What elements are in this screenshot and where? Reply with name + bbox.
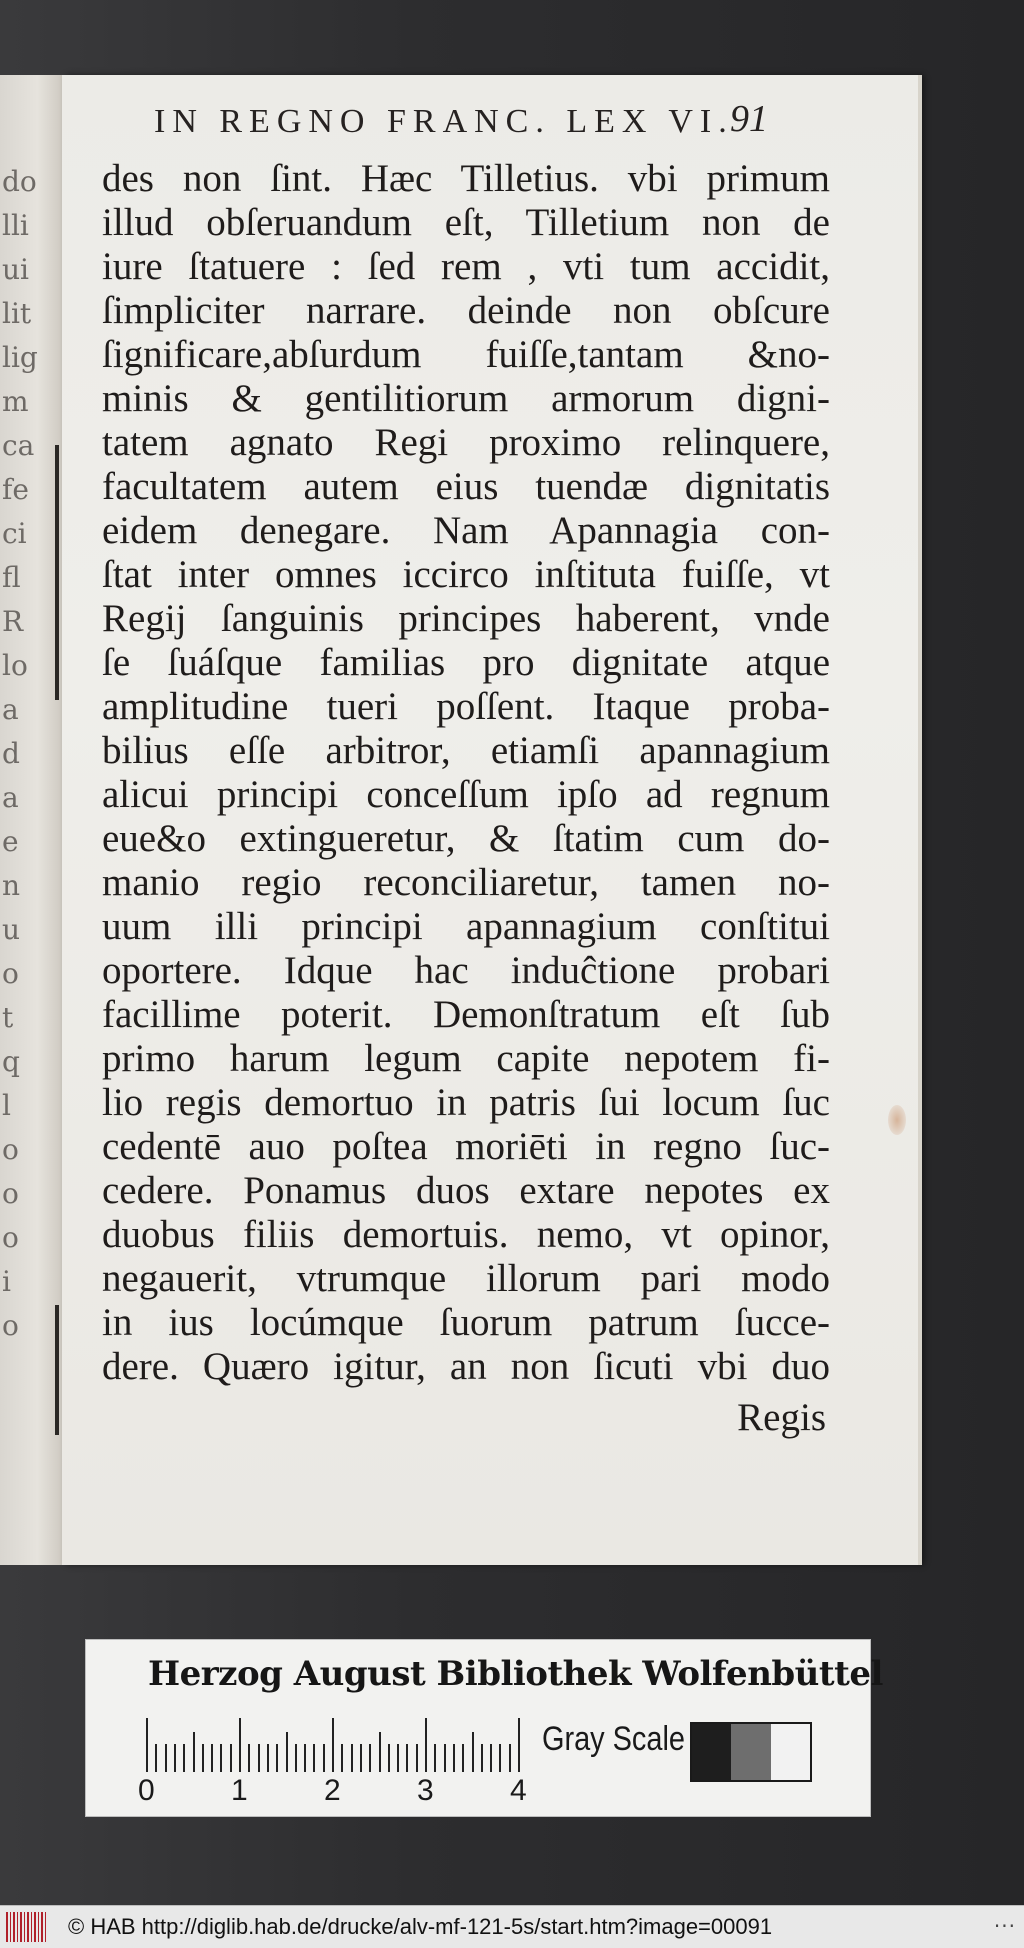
text-line: cedentē auo poſtea moriēti in regno ſuc- xyxy=(102,1125,830,1168)
text-line: oportere. Idque hac induĉtione probari xyxy=(102,949,830,992)
gray-swatch xyxy=(731,1724,770,1780)
ruler-tick xyxy=(397,1744,399,1772)
text-line: eidem denegare. Nam Apannagia con- xyxy=(102,509,830,552)
left-page-fragment: m xyxy=(2,385,29,418)
ruler-tick xyxy=(509,1744,511,1772)
ruler-tick xyxy=(295,1744,297,1772)
ruler-tick xyxy=(472,1732,474,1772)
ruler-tick xyxy=(490,1744,492,1772)
ruler-tick xyxy=(248,1744,250,1772)
left-page-fragment: lig xyxy=(2,341,38,374)
text-line: des non ſint. Hæc Tilletius. vbi primum xyxy=(102,157,830,200)
more-options-icon[interactable]: ··· xyxy=(993,1914,1016,1938)
library-name: Herzog August Bibliothek Wolfenbüttel xyxy=(148,1654,883,1694)
text-line: amplitudine tueri poſſent. Itaque proba- xyxy=(102,685,830,728)
gray-swatch xyxy=(771,1724,810,1780)
ruler-tick xyxy=(453,1744,455,1772)
ruler-label: 4 xyxy=(510,1774,527,1807)
text-line: uum illi principi apannagium conſtitui xyxy=(102,905,830,948)
left-page-fragment: fl xyxy=(2,561,21,594)
ruler-tick xyxy=(183,1744,185,1772)
text-line: ſignificare,abſurdum fuiſſe,tantam &no- xyxy=(102,333,830,376)
ruler-tick xyxy=(444,1744,446,1772)
ruler-tick xyxy=(351,1744,353,1772)
left-page-fragment: lli xyxy=(2,209,29,242)
left-page-fragment: o xyxy=(2,1177,19,1210)
text-line: in ius locúmque ſuorum patrum ſucce- xyxy=(102,1301,830,1344)
ruler-tick xyxy=(304,1744,306,1772)
ruler-labels xyxy=(138,1774,538,1808)
ruler-tick xyxy=(313,1744,315,1772)
left-page-fragment: o xyxy=(2,957,19,990)
left-page-text-fragments xyxy=(2,160,42,1348)
left-page-fragment: d xyxy=(2,737,20,770)
text-line: lio regis demortuo in patris ſui locum ſuc xyxy=(102,1081,830,1124)
ruler-tick xyxy=(369,1744,371,1772)
ruler-tick xyxy=(286,1732,288,1772)
ruler-tick xyxy=(481,1744,483,1772)
ruler-tick xyxy=(416,1744,418,1772)
ruler-label: 0 xyxy=(138,1774,155,1807)
page-edge xyxy=(918,75,922,1565)
ruler-label: 3 xyxy=(417,1774,434,1807)
ruler-tick xyxy=(332,1718,334,1772)
text-line: ſtat inter omnes iccirco inſtituta fuiſſe, vt xyxy=(102,553,830,596)
ruler-tick xyxy=(230,1744,232,1772)
text-line: Regij ſanguinis principes haberent, vnde xyxy=(102,597,830,640)
text-line: duobus filiis demortuis. nemo, vt opinor, xyxy=(102,1213,830,1256)
paper-stain xyxy=(888,1105,906,1135)
ruler-tick xyxy=(267,1744,269,1772)
gray-scale-swatches xyxy=(690,1722,812,1782)
text-line: iure ſtatuere : ſed rem , vti tum accidit, xyxy=(102,245,830,288)
source-url[interactable]: © HAB http://diglib.hab.de/drucke/alv-mf-121-5s/start.htm?image=00091 xyxy=(68,1914,773,1939)
scale-ruler xyxy=(146,1718,518,1772)
text-line: illud obſeruandum eſt, Tilletium non de xyxy=(102,201,830,244)
left-page-fragment: fe xyxy=(2,473,29,506)
text-line: facultatem autem eius tuendæ dignitatis xyxy=(102,465,830,508)
ruler-tick xyxy=(276,1744,278,1772)
gray-swatch xyxy=(692,1724,731,1780)
left-page-fragment: ca xyxy=(2,429,35,462)
page-edge-mark xyxy=(55,445,59,700)
gray-scale-label: Gray Scale xyxy=(542,1720,685,1758)
ruler-tick xyxy=(155,1744,157,1772)
left-page-fragment: R xyxy=(2,605,24,638)
barcode-icon xyxy=(6,1912,46,1942)
left-page-fragment: i xyxy=(2,1265,11,1298)
left-page-fragment: t xyxy=(2,1001,14,1034)
left-page-fragment: e xyxy=(2,825,19,858)
ruler-tick xyxy=(165,1744,167,1772)
catchword: Regis xyxy=(737,1396,826,1439)
ruler-tick xyxy=(193,1732,195,1772)
text-line: primo harum legum capite nepotem fi- xyxy=(102,1037,830,1080)
ruler-tick xyxy=(239,1718,241,1772)
ruler-tick xyxy=(220,1744,222,1772)
page-number: 91 xyxy=(730,98,768,140)
ruler-tick xyxy=(323,1744,325,1772)
left-page-fragment: lit xyxy=(2,297,32,330)
ruler-label: 2 xyxy=(324,1774,341,1807)
ruler-tick xyxy=(202,1744,204,1772)
running-head: IN REGNO FRANC. LEX VI. xyxy=(154,103,734,140)
left-page-fragment: a xyxy=(2,693,19,726)
text-line: manio regio reconciliaretur, tamen no- xyxy=(102,861,830,904)
ruler-tick xyxy=(341,1744,343,1772)
left-page-fragment: u xyxy=(2,913,21,946)
text-line: cedere. Ponamus duos extare nepotes ex xyxy=(102,1169,830,1212)
text-line: negauerit, vtrumque illorum pari modo xyxy=(102,1257,830,1300)
ruler-tick xyxy=(425,1718,427,1772)
left-page-fragment: l xyxy=(2,1089,11,1122)
text-line: eue&o extingueretur, & ſtatim cum do- xyxy=(102,817,830,860)
left-page-fragment: ui xyxy=(2,253,29,286)
ruler-tick xyxy=(518,1718,520,1772)
left-page-fragment: lo xyxy=(2,649,28,682)
status-bar xyxy=(0,1905,1024,1948)
text-line: bilius eſſe arbitror, etiamſi apannagium xyxy=(102,729,830,772)
left-neighbor-page xyxy=(0,75,62,1565)
left-page-fragment: o xyxy=(2,1309,19,1342)
ruler-tick xyxy=(211,1744,213,1772)
text-line: ſimpliciter narrare. deinde non obſcure xyxy=(102,289,830,332)
text-line: dere. Quæro igitur, an non ſicuti vbi duo xyxy=(102,1345,830,1388)
left-page-fragment: do xyxy=(2,165,37,198)
ruler-tick xyxy=(406,1744,408,1772)
ruler-label: 1 xyxy=(231,1774,248,1807)
ruler-tick xyxy=(258,1744,260,1772)
ruler-tick xyxy=(499,1744,501,1772)
text-line: ſe ſuáſque familias pro dignitate atque xyxy=(102,641,830,684)
body-text xyxy=(102,157,830,1389)
ruler-tick xyxy=(146,1718,148,1772)
left-page-fragment: q xyxy=(2,1045,20,1078)
left-page-fragment: ci xyxy=(2,517,27,550)
ruler-tick xyxy=(434,1744,436,1772)
book-page xyxy=(62,75,920,1565)
ruler-tick xyxy=(388,1744,390,1772)
ruler-tick xyxy=(360,1744,362,1772)
left-page-fragment: n xyxy=(2,869,21,902)
left-page-fragment: a xyxy=(2,781,19,814)
text-line: alicui principi conceſſum ipſo ad regnum xyxy=(102,773,830,816)
ruler-tick xyxy=(462,1744,464,1772)
text-line: facillime poterit. Demonſtratum eſt ſub xyxy=(102,993,830,1036)
ruler-tick xyxy=(174,1744,176,1772)
page-edge-mark xyxy=(55,1305,59,1435)
ruler-tick xyxy=(379,1732,381,1772)
left-page-fragment: o xyxy=(2,1133,19,1166)
text-line: minis & gentilitiorum armorum digni- xyxy=(102,377,830,420)
color-reference-card xyxy=(86,1640,883,1816)
left-page-fragment: o xyxy=(2,1221,19,1254)
text-line: tatem agnato Regi proximo relinquere, xyxy=(102,421,830,464)
